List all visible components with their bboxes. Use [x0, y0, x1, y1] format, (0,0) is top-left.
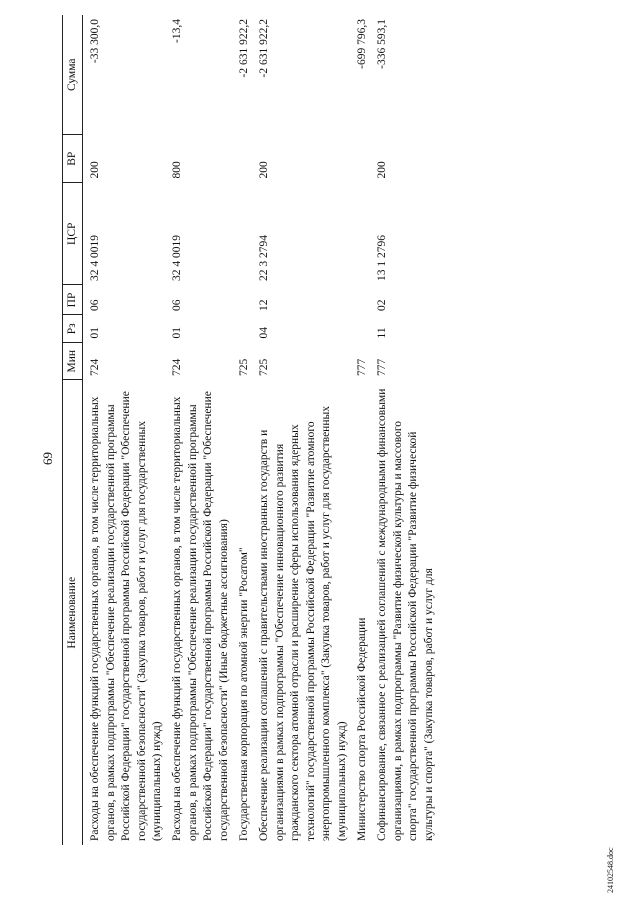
header-vr: ВР	[63, 135, 83, 183]
row-rz: 01	[89, 327, 102, 339]
row-sum: -13,4	[171, 19, 184, 43]
row-csr	[350, 183, 370, 286]
row-min: 725	[238, 358, 251, 376]
row-sum: -699 796,3	[355, 19, 368, 69]
table-header-row	[63, 15, 83, 845]
header-csr: ЦСР	[63, 183, 83, 286]
row-sum: -2 631 922,2	[258, 19, 271, 78]
row-pr: 02	[376, 299, 389, 311]
row-min: 777	[355, 358, 368, 376]
table-row	[252, 15, 349, 845]
row-sum: -2 631 922,2	[238, 19, 251, 78]
row-vr: 200	[258, 161, 271, 179]
table-row	[370, 15, 437, 845]
row-rz	[350, 315, 370, 343]
table-row	[83, 15, 166, 845]
row-rz	[232, 315, 252, 343]
budget-table	[62, 15, 437, 845]
row-vr: 200	[89, 161, 102, 179]
row-pr: 12	[258, 299, 271, 311]
row-name: Государственная корпорация по атомной энергии "Росатом"	[238, 547, 251, 841]
header-name: Наименование	[63, 380, 83, 845]
page-number: 69	[40, 452, 55, 465]
row-rz: 11	[376, 327, 389, 339]
row-vr: 200	[376, 161, 389, 179]
header-sum: Сумма	[63, 15, 83, 135]
header-min: Мин	[63, 343, 83, 381]
row-name: Обеспечение реализации соглашений с правительствами иностранных государств и организациями в рамках подпрограммы "Обеспечение инновационного развития гражданского сектора атомной отрасли и расширение сферы использования ядерных технологий" государственной программы Российской Федерации "Развитие атомного энергопромышленного комплекса" (Закупка товаров, работ и услуг для государственных (муниципальных) нужд)	[258, 406, 348, 841]
table-row	[232, 15, 252, 845]
row-csr: 32 4 0019	[171, 235, 184, 281]
row-sum: -33 300,0	[89, 19, 102, 64]
row-rz: 04	[258, 327, 271, 339]
row-min: 724	[171, 358, 184, 376]
row-min: 725	[258, 358, 271, 376]
row-vr	[350, 135, 370, 183]
row-name: Расходы на обеспечение функций государственных органов, в том числе территориальных органов, в рамках подпрограммы "Обеспечение реализации государственной программы Российской Федерации" государственной программы Российской Федерации "Обеспечение государственной безопасности" (Иные бюджетные ассигнования)	[171, 391, 230, 841]
row-rz: 01	[171, 327, 184, 339]
document-code: 24102548.doc	[606, 847, 615, 893]
row-name: Министерство спорта Российской Федерации	[355, 617, 368, 841]
row-vr	[232, 135, 252, 183]
table-row	[350, 15, 370, 845]
row-pr: 06	[171, 299, 184, 311]
row-pr	[232, 285, 252, 315]
row-csr: 32 4 0019	[89, 235, 102, 281]
row-min: 777	[376, 358, 389, 376]
header-rz: Рз	[63, 315, 83, 343]
header-pr: ПР	[63, 285, 83, 315]
row-sum: -336 593,1	[376, 19, 389, 69]
row-csr	[232, 183, 252, 286]
row-name: Расходы на обеспечение функций государственных органов, в том числе территориальных органов, в рамках подпрограммы "Обеспечение реализации государственной программы Российской Федерации" государственной программы Российской Федерации "Обеспечение государственной безопасности" (Закупка товаров, работ и услуг для государственных (муниципальных) нужд)	[89, 391, 164, 841]
row-min: 724	[89, 358, 102, 376]
row-pr	[350, 285, 370, 315]
row-csr: 13 1 2796	[376, 235, 389, 281]
row-csr: 22 3 2794	[258, 235, 271, 281]
row-vr: 800	[171, 161, 184, 179]
row-pr: 06	[89, 299, 102, 311]
table-row	[165, 15, 232, 845]
row-name: Софинансирование, связанное с реализацией соглашений с международными финансовыми организациями, в рамках подпрограммы "Развитие физической культуры и массового спорта" государственной программы Российской Федерации "Развитие физической культуры и спорта" (Закупка товаров, работ и услуг для	[376, 388, 435, 841]
